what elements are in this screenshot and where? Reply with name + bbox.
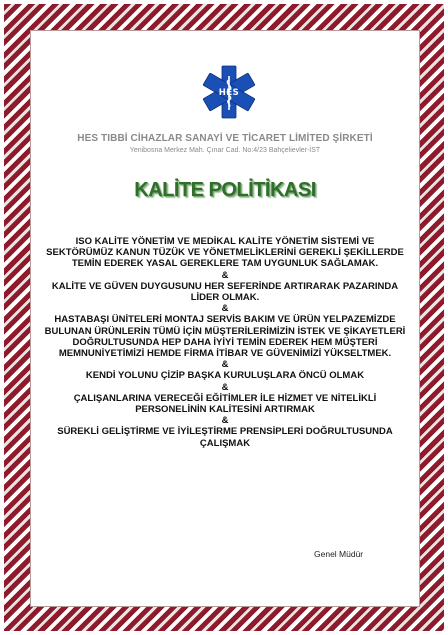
logo-text: HES: [218, 88, 240, 98]
company-address: Yenibosna Merkez Mah. Çınar Cad. No:4/23 Bahçelievler-İST: [129, 147, 321, 154]
policy-separator: &: [221, 415, 229, 427]
policy-item: ÇALIŞANLARINA VERECEĞİ EĞİTİMLER İLE HİZMET VE NİTELİKLİ PERSONELİNİN KALİTESİNİ ARTIRMAK: [73, 392, 377, 416]
policy-item: SÜREKLİ GELİŞTİRME VE İYİLEŞTİRME PRENSİPLERİ DOĞRULTUSUNDA ÇALIŞMAK: [57, 426, 393, 449]
star-of-life-logo-icon: [201, 64, 257, 120]
document-page: [30, 30, 420, 607]
policy-separator: &: [221, 269, 229, 281]
company-name: HES TIBBİ CİHAZLAR SANAYİ VE TİCARET LİMİTED ŞİRKETİ: [77, 133, 373, 144]
policy-item: ISO KALİTE YÖNETİM VE MEDİKAL KALİTE YÖNETİM SİSTEMİ VE SEKTÖRÜMÜZ KANUN TÜZÜK VE YÖNETMELİKLERİNİ GEREKLİ ŞEKİLLERDE TEMİN EDEREK YASAL GEREKLERE TAM UYGUNLUK SAĞLAMAK.: [46, 236, 404, 270]
policy-item: KALİTE VE GÜVEN DUYGUSUNU HER SEFERİNDE ARTIRARAK PAZARINDA LİDER OLMAK.: [51, 280, 399, 304]
policy-separator: &: [221, 381, 229, 393]
signature-title: Genel Müdür: [314, 549, 364, 559]
policy-list: [41, 236, 409, 449]
document-title: KALİTE POLİTİKASI: [134, 179, 316, 201]
decorative-border: [4, 4, 444, 631]
policy-separator: &: [221, 359, 229, 371]
policy-item: HASTABAŞI ÜNİTELERİ MONTAJ SERVİS BAKIM VE ÜRÜN YELPAZEMİZDE BULUNAN ÜRÜNLERİN TÜMÜ İÇİN MÜŞTERİLERİMİZİN İSTEK VE ŞİKAYETLERİ DOĞRULTUSUNDA HEP DAHA İYİYİ TEMİN EDEREK HEM MÜŞTERİ MEMNUNİYETİMİZİ HEMDE FİRMA İTİBAR VE GÜVENİMİZİ YÜKSELTMEK.: [44, 314, 406, 360]
policy-item: KENDİ YOLUNU ÇİZİP BAŞKA KURULUŞLARA ÖNCÜ OLMAK: [85, 370, 365, 382]
policy-separator: &: [221, 303, 229, 315]
